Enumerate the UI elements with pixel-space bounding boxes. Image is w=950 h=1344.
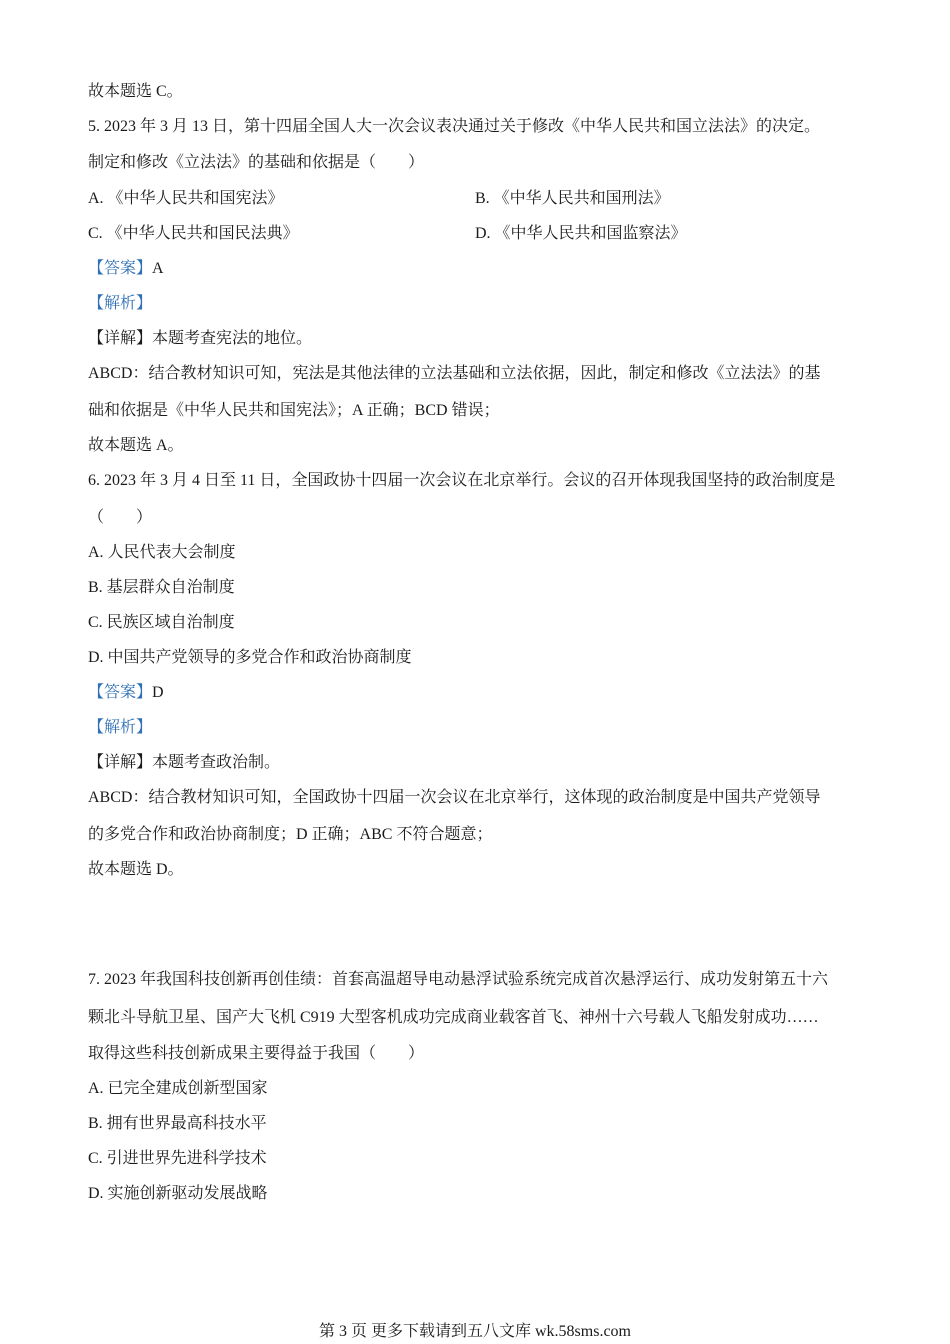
q5-answer-label: 【答案】 — [88, 260, 153, 277]
q5-stem-line-2: 制定和修改《立法法》的基础和依据是（ ） — [88, 154, 425, 171]
q5-explain-line-2: 础和依据是《中华人民共和国宪法》；A 正确；BCD 错误； — [88, 402, 500, 419]
q5-option-d: D. 《中华人民共和国监察法》 — [475, 225, 687, 242]
q7-option-a: A. 已完全建成创新型国家 — [88, 1080, 268, 1097]
q7-option-b: B. 拥有世界最高科技水平 — [88, 1115, 267, 1132]
q5-option-b: B. 《中华人民共和国刑法》 — [475, 190, 670, 207]
q5-explain-line-1: ABCD：结合教材知识可知，宪法是其他法律的立法基础和立法依据，因此，制定和修改《立法法》的基 — [88, 365, 821, 382]
q5-stem-line-1: 5. 2023 年 3 月 13 日，第十四届全国人大一次会议表决通过关于修改《中华人民共和国立法法》的决定。 — [88, 118, 821, 135]
q5-conclusion: 故本题选 A。 — [88, 437, 184, 454]
q6-answer — [88, 683, 164, 703]
q6-analysis-label: 【解析】 — [88, 719, 153, 736]
q7-stem-line-1: 7. 2023 年我国科技创新再创佳绩：首套高温超导电动悬浮试验系统完成首次悬浮运行、成功发射第五十六 — [88, 971, 829, 988]
q6-stem-line-1: 6. 2023 年 3 月 4 日至 11 日，全国政协十四届一次会议在北京举行。会议的召开体现我国坚持的政治制度是 — [88, 472, 836, 489]
q6-conclusion: 故本题选 D。 — [88, 861, 184, 878]
q6-option-d: D. 中国共产党领导的多党合作和政治协商制度 — [88, 649, 412, 666]
q6-explain-line-2: 的多党合作和政治协商制度；D 正确；ABC 不符合题意； — [88, 826, 493, 843]
q7-stem-line-3: 取得这些科技创新成果主要得益于我国（ ） — [88, 1045, 425, 1062]
q6-answer-label: 【答案】 — [88, 684, 153, 701]
prev-conclusion: 故本题选 C。 — [88, 83, 183, 100]
q5-analysis-label: 【解析】 — [88, 295, 153, 312]
q5-option-c: C. 《中华人民共和国民法典》 — [88, 225, 299, 242]
q6-detail: 【详解】本题考查政治制。 — [88, 754, 281, 771]
page-footer: 第 3 页 更多下载请到五八文库 wk.58sms.com — [318, 1323, 631, 1340]
q6-explain-line-1: ABCD：结合教材知识可知，全国政协十四届一次会议在北京举行，这体现的政治制度是中国共产党领导 — [88, 789, 821, 806]
q6-answer-value: D — [152, 684, 164, 701]
q7-option-c: C. 引进世界先进科学技术 — [88, 1150, 267, 1167]
q6-stem-line-2: （ ） — [88, 509, 153, 526]
q7-stem-line-2: 颗北斗导航卫星、国产大飞机 C919 大型客机成功完成商业载客首飞、神州十六号载人飞船发射成功…… — [88, 1009, 819, 1026]
q6-option-c: C. 民族区域自治制度 — [88, 614, 235, 631]
q7-option-d: D. 实施创新驱动发展战略 — [88, 1185, 268, 1202]
q5-detail: 【详解】本题考查宪法的地位。 — [88, 330, 313, 347]
q5-answer-value: A — [152, 260, 164, 277]
q5-answer — [88, 259, 164, 279]
q6-option-a: A. 人民代表大会制度 — [88, 544, 236, 561]
q5-option-a: A. 《中华人民共和国宪法》 — [88, 190, 284, 207]
q6-option-b: B. 基层群众自治制度 — [88, 579, 235, 596]
